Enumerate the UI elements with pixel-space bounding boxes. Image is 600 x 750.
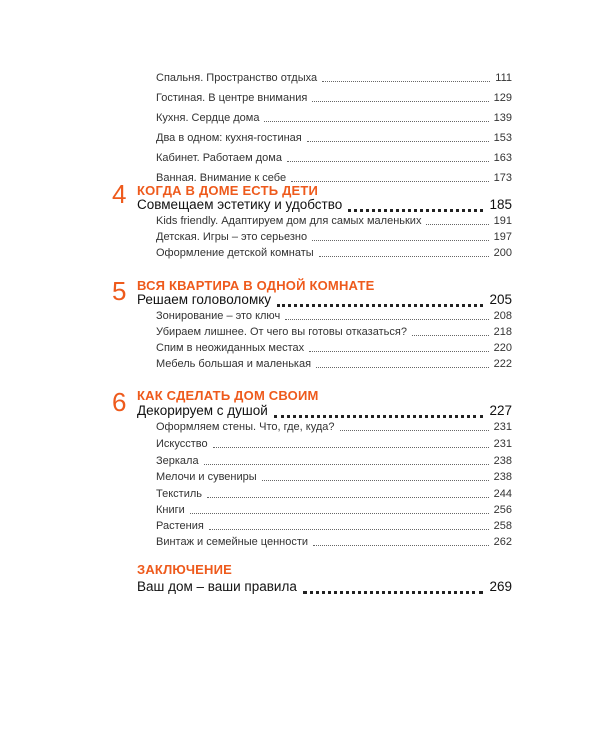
chapter-5-number: 5: [112, 276, 127, 306]
toc-entry: [156, 128, 512, 148]
toc-entry-page: 218: [493, 326, 512, 338]
dot-leader: [209, 529, 489, 530]
dot-leader: [412, 335, 489, 336]
dot-leader: [287, 161, 489, 162]
dot-leader: [291, 181, 489, 182]
toc-entry-page: 262: [493, 536, 512, 548]
toc-entry-title: Спим в неожиданных местах: [156, 342, 305, 354]
toc-entry-title: Кухня. Сердце дома: [156, 112, 260, 124]
toc-entry-title: Книги: [156, 504, 185, 516]
dot-leader: [264, 121, 488, 122]
toc-entry-title: Мелочи и сувениры: [156, 471, 257, 483]
toc-entry-page: 200: [493, 247, 512, 259]
toc-entry-page: 111: [495, 72, 512, 84]
toc-main-title: Решаем головоломку: [137, 292, 272, 307]
toc-entry-title: Растения: [156, 520, 204, 532]
dot-leader: [316, 367, 489, 368]
toc-main-page: 269: [489, 579, 512, 594]
toc-entry: [156, 88, 512, 108]
toc-entry-page: 238: [493, 455, 512, 467]
toc-entry: [156, 148, 512, 168]
toc-entry-title: Зеркала: [156, 455, 199, 467]
dot-leader: [307, 141, 489, 142]
toc-entry-page: 139: [493, 112, 512, 124]
dot-leader: [322, 81, 490, 82]
toc-entry-page: 191: [493, 215, 512, 227]
toc-entry-page: 231: [493, 421, 512, 433]
dot-leader: [312, 101, 488, 102]
dot-leader: [309, 351, 489, 352]
dot-leader: [213, 447, 489, 448]
toc-entry-title: Мебель большая и маленькая: [156, 358, 312, 370]
toc-entry-title: Kids friendly. Адаптируем дом для самых маленьких: [156, 215, 422, 227]
toc-entry-title: Убираем лишнее. От чего вы готовы отказаться?: [156, 326, 407, 338]
toc-entry-page: 208: [493, 310, 512, 322]
dot-leader: [340, 430, 489, 431]
dot-leader: [262, 480, 489, 481]
toc-entry-title: Искусство: [156, 438, 208, 450]
toc-entry-page: 231: [493, 438, 512, 450]
toc-main-title: Ваш дом – ваши правила: [137, 579, 297, 594]
chapter-5-title: ВСЯ КВАРТИРА В ОДНОЙ КОМНАТЕ: [137, 278, 375, 293]
toc-entry-title: Кабинет. Работаем дома: [156, 152, 282, 164]
toc-entry: [156, 68, 512, 88]
toc-entry: [156, 532, 512, 552]
toc-entry-title: Детская. Игры – это серьезно: [156, 231, 308, 243]
toc-entry: [156, 243, 512, 263]
dot-leader: [204, 464, 489, 465]
toc-entry-title: Винтаж и семейные ценности: [156, 536, 309, 548]
toc-entry-page: 244: [493, 488, 512, 500]
toc-entry-title: Два в одном: кухня-гостиная: [156, 132, 302, 144]
toc-entry-title: Спальня. Пространство отдыха: [156, 72, 318, 84]
toc-main-title: Декорируем с душой: [137, 403, 268, 418]
toc-entry-title: Текстиль: [156, 488, 202, 500]
toc-entry-title: Зонирование – это ключ: [156, 310, 281, 322]
toc-entry-title: Оформляем стены. Что, где, куда?: [156, 421, 335, 433]
chapter-4-number: 4: [112, 179, 127, 209]
toc-entry-title: Гостиная. В центре внимания: [156, 92, 308, 104]
toc-main-page: 205: [489, 292, 512, 307]
toc-entry-page: 173: [493, 172, 512, 184]
toc-main-page: 227: [489, 403, 512, 418]
toc-entry-page: 163: [493, 152, 512, 164]
dot-leader: [312, 240, 489, 241]
dot-leader: [319, 256, 489, 257]
toc-entry-page: 258: [493, 520, 512, 532]
toc-main-title: Совмещаем эстетику и удобство: [137, 197, 343, 212]
toc-entry-page: 220: [493, 342, 512, 354]
dot-leader: [207, 497, 489, 498]
toc-entry-page: 153: [493, 132, 512, 144]
dot-leader: [426, 224, 488, 225]
toc-entry-title: Оформление детской комнаты: [156, 247, 314, 259]
toc-entry: [156, 354, 512, 374]
chapter-6-number: 6: [112, 387, 127, 417]
conclusion-title: ЗАКЛЮЧЕНИЕ: [137, 562, 233, 577]
dot-leader: [303, 591, 484, 594]
toc-entry-page: 222: [493, 358, 512, 370]
toc-entry: [156, 108, 512, 128]
toc-entry-page: 256: [493, 504, 512, 516]
dot-leader: [313, 545, 489, 546]
chapter-4-title: КОГДА В ДОМЕ ЕСТЬ ДЕТИ: [137, 183, 319, 198]
chapter-6-title: КАК СДЕЛАТЬ ДОМ СВОИМ: [137, 388, 319, 403]
toc-entry-page: 197: [493, 231, 512, 243]
toc-entry-page: 129: [493, 92, 512, 104]
dot-leader: [285, 319, 488, 320]
toc-entry-page: 238: [493, 471, 512, 483]
toc-main-page: 185: [489, 197, 512, 212]
toc-entry-title: Ванная. Внимание к себе: [156, 172, 287, 184]
conclusion-main-entry: [137, 576, 512, 598]
dot-leader: [190, 513, 489, 514]
